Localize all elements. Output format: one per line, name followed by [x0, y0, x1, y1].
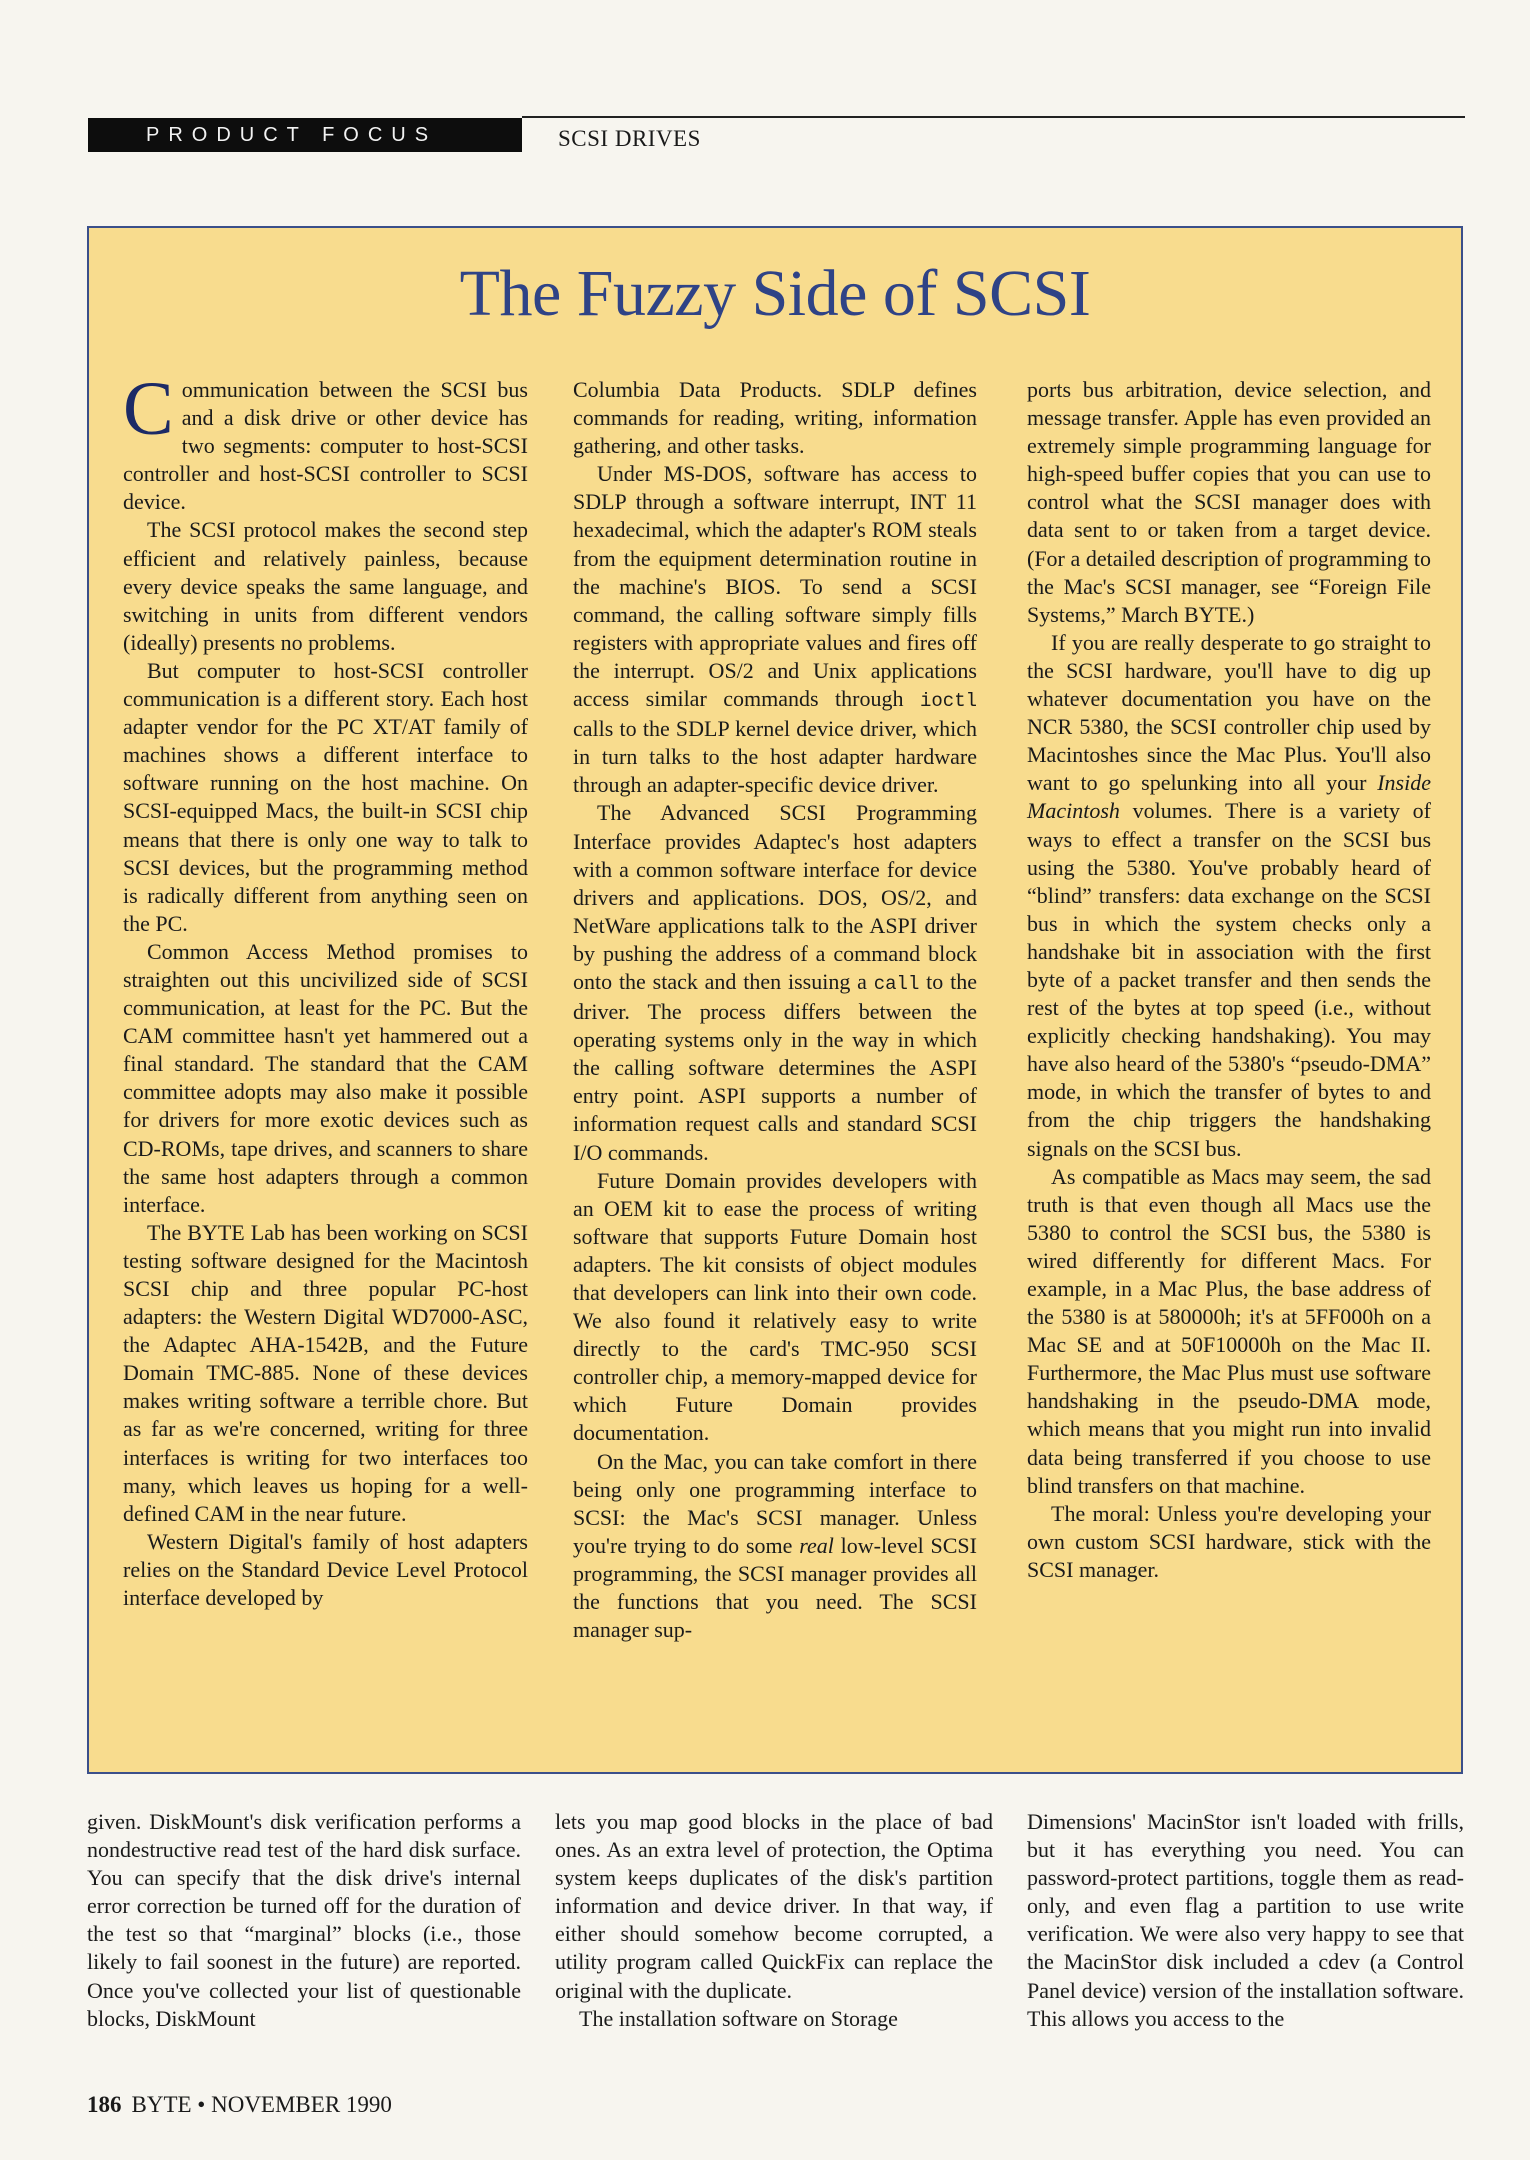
sidebar-box	[87, 226, 1463, 1774]
paragraph: ports bus arbitration, device selection, and message transfer. Apple has even provided an extremely simple programming language for high-speed buffer copies that you can use to control what the SCSI manager does with data sent to or taken from a target device. (For a detailed description of programming to the Mac's SCSI manager, see “Foreign File Systems,” March BYTE.)	[1027, 377, 1431, 627]
page-footer	[87, 2092, 392, 2118]
paragraph: Common Access Method promises to straighten out this uncivilized side of SCSI communication, at least for the PC. But the CAM committee hasn't yet hammered out a final standard. The standard that the CAM committee adopts may also make it possible for drivers for more exotic devices such as CD-ROMs, tape drives, and scanners to share the same host adapters through a common interface.	[123, 938, 528, 1217]
paragraph: The SCSI protocol makes the second step efficient and relatively painless, because every device speaks the same language, and switching in units from different vendors (ideally) presents no problems.	[123, 517, 528, 655]
paragraph: On the Mac, you can take comfort in there being only one programming interface to SCSI: the Mac's SCSI manager. Unless you're trying to do some real low-level SCSI programming, the SCSI manager provides all the functions that you need. The SCSI manager sup-	[573, 1448, 977, 1643]
paragraph: The BYTE Lab has been working on SCSI testing software designed for the Macintosh SCSI chip and three popular PC-host adapters: the Western Digital WD7000-ASC, the Adaptec AHA-1542B, and the Future Domain TMC-885. None of these devices makes writing software a terrible chore. But as far as we're concerned, writing for three interfaces is writing for two interfaces too many, which leaves us hoping for a well-defined CAM in the near future.	[123, 1219, 528, 1526]
section-label: PRODUCT FOCUS	[88, 118, 522, 152]
section-title: SCSI DRIVES	[558, 126, 701, 151]
paragraph: The installation software on Storage	[579, 2005, 898, 2031]
paragraph: Western Digital's family of host adapters relies on the Standard Device Level Protocol interface developed by	[123, 1528, 528, 1611]
paragraph: Dimensions' MacinStor isn't loaded with frills, but it has everything you need. You can password-protect partitions, toggle them as read-only, and even flag a partition to use write verification. We were also very happy to see that the MacinStor disk included a cdev (a Control Panel device) version of the installation software. This allows you access to the	[1027, 1809, 1464, 2031]
sidebar-column-1	[123, 367, 528, 1612]
paragraph: But computer to host-SCSI controller communication is a different story. Each host adapter vendor for the PC XT/AT family of machines shows a different interface to software running on the host machine. On SCSI-equipped Macs, the built-in SCSI chip means that there is only one way to talk to SCSI devices, but the programming method is radically different from anything seen on the PC.	[123, 657, 528, 936]
paragraph: Future Domain provides developers with an OEM kit to ease the process of writing software that supports Future Domain host adapters. The kit consists of object modules that developers can link into their own code. We also found it relatively easy to write directly to the card's TMC-950 SCSI controller chip, a memory-mapped device for which Future Domain provides documentation.	[573, 1167, 977, 1446]
paragraph: As compatible as Macs may seem, the sad truth is that even though all Macs use the 5380 to control the SCSI bus, the 5380 is wired differently for different Macs. For example, in a Mac Plus, the base address of the 5380 is at 580000h; it's at 5FF000h on a Mac SE and at 50F10000h on the Mac II. Furthermore, the Mac Plus must use software handshaking in the pseudo-DMA mode, which means that you might run into invalid data being transferred if you choose to use blind transfers on that machine.	[1027, 1163, 1431, 1498]
paragraph: The moral: Unless you're developing your own custom SCSI hardware, stick with the SCSI manager.	[1027, 1500, 1431, 1582]
paragraph: Columbia Data Products. SDLP defines commands for reading, writing, information gathering, and other tasks.	[573, 377, 977, 459]
sidebar-title: The Fuzzy Side of SCSI	[459, 257, 1091, 330]
code-text: call	[873, 972, 920, 995]
emphasis-text: real	[799, 1532, 834, 1558]
paragraph: lets you map good blocks in the place of bad ones. As an extra level of protection, the Optima system keeps duplicates of the disk's partition information and device driver. In that way, if either should somehow become corrupted, a utility program called QuickFix can replace the original with the duplicate.	[555, 1809, 993, 2003]
paragraph: given. DiskMount's disk verification performs a nondestructive read test of the hard disk surface. You can specify that the disk drive's internal error correction be turned off for the duration of the test so that “marginal” blocks (i.e., those likely to fail soonest in the future) are reported. Once you've collected your list of questionable blocks, DiskMount	[87, 1809, 521, 2031]
header-rule	[522, 116, 1465, 118]
publication-line: BYTE • NOVEMBER 1990	[131, 2092, 392, 2117]
body-column-2	[555, 1808, 993, 2033]
paragraph: Under MS-DOS, software has access to SDLP through a software interrupt, INT 11 hexadecimal, which the adapter's ROM steals from the equipment determination routine in the machine's BIOS. To send a SCSI command, the calling software simply fills registers with appropriate values and fires off the interrupt. OS/2 and Unix applications access similar commands through ioctl calls to the SDLP kernel device driver, which in turn talks to the host adapter hardware through an adapter-specific device driver.	[573, 461, 977, 798]
emphasis-text: Inside Macintosh	[1027, 770, 1431, 824]
paragraph: Communication between the SCSI bus and a disk drive or other device has two segments: computer to host-SCSI controller and host-SCSI controller to SCSI device.	[123, 367, 528, 515]
drop-cap: C	[123, 367, 174, 451]
body-column-3	[1027, 1808, 1464, 2033]
paragraph: The Advanced SCSI Programming Interface provides Adaptec's host adapters with a common software interface for device drivers and applications. DOS, OS/2, and NetWare applications talk to the ASPI driver by pushing the address of a command block onto the stack and then issuing a call to the driver. The process differs between the operating systems only in the way in which the calling software determines the ASPI entry point. ASPI supports a number of information request calls and standard SCSI I/O commands.	[573, 800, 977, 1165]
page-number: 186	[87, 2092, 122, 2117]
sidebar-column-3	[1027, 376, 1431, 1584]
sidebar-column-2	[573, 376, 977, 1644]
paragraph: If you are really desperate to go straight to the SCSI hardware, you'll have to dig up whatever documentation you have on the NCR 5380, the SCSI controller chip used by Macintoshes since the Mac Plus. You'll also want to go spelunking into all your Inside Macintosh volumes. There is a variety of ways to effect a transfer on the SCSI bus using the 5380. You've probably heard of “blind” transfers: data exchange on the SCSI bus in which the system checks only a handshake bit in association with the first byte of a packet transfer and then sends the rest of the bytes at top speed (i.e., without explicitly checking handshaking). You may have also heard of the 5380's “pseudo-DMA” mode, in which the transfer of bytes to and from the chip triggers the handshaking signals on the SCSI bus.	[1027, 629, 1431, 1161]
body-column-1	[87, 1808, 521, 2033]
code-text: ioctl	[919, 690, 977, 713]
